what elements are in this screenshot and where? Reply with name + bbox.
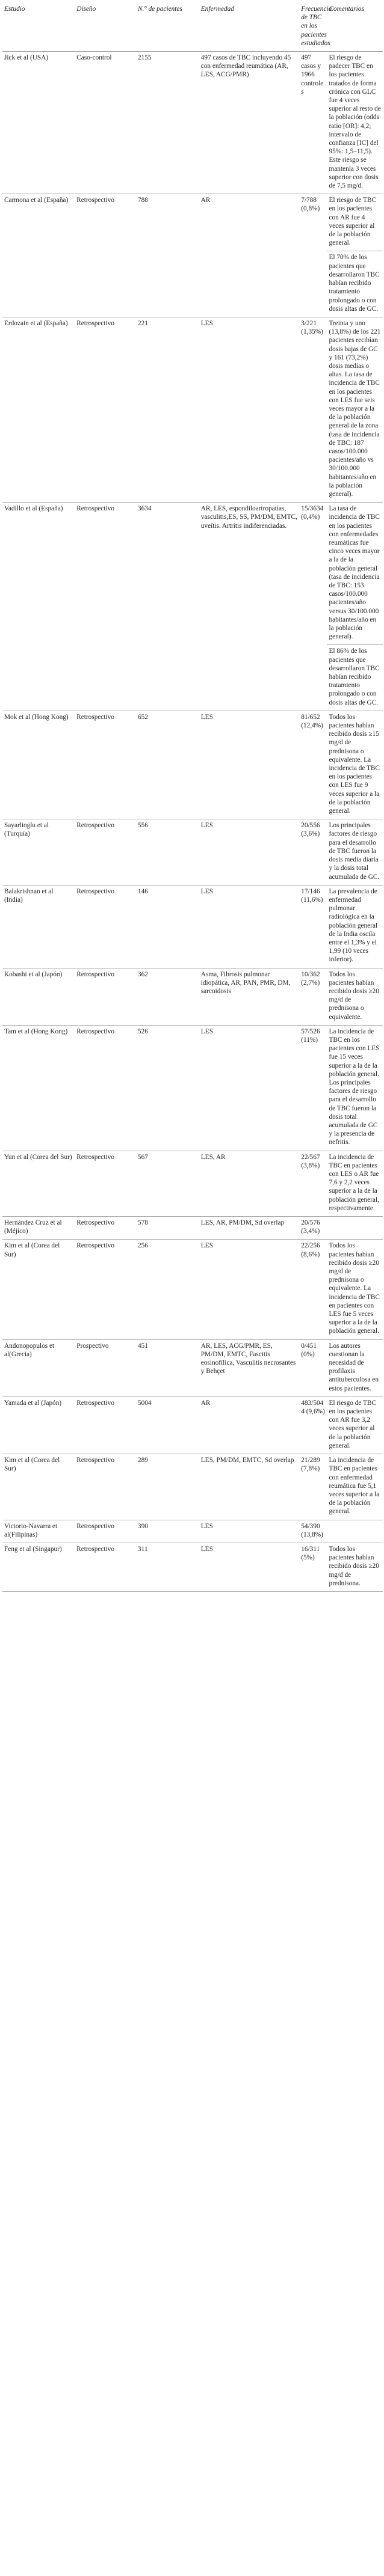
cell-enfermedad: LES bbox=[199, 317, 299, 502]
cell-frecuencia: 57/526 (11%) bbox=[299, 1025, 327, 1151]
cell-estudio: Carmona et al (España) bbox=[2, 194, 75, 317]
table-row bbox=[2, 885, 383, 968]
cell-comentarios: Todos los pacientes habían recibido dosis ≥20 mg/d de prednisona o equivalente. La incidencia de TBC en pacientes con LES fue 5 veces superior a la de la población general. bbox=[327, 1240, 383, 1339]
cell-n-pacientes: 390 bbox=[136, 1520, 199, 1543]
cell-enfermedad: LES, AR, PM/DM, Sd overlap bbox=[199, 1217, 299, 1240]
table-row bbox=[2, 52, 383, 194]
header-diseno: Diseño bbox=[75, 2, 136, 52]
cell-n-pacientes: 311 bbox=[136, 1543, 199, 1591]
cell-comentarios: La incidencia de TBC en los pacientes con LES fue 15 veces superior a la de la población general. Los principales factores de riesgo para el desarrollo de TBC fueron la dosis total acumulada de GC y la presencia de nefritis. bbox=[327, 1025, 383, 1151]
cell-frecuencia: 0/451 (0%) bbox=[299, 1339, 327, 1397]
cell-estudio: Vadillo et al (España) bbox=[2, 503, 75, 711]
cell-estudio: Hernández Cruz et al (Méjico) bbox=[2, 1217, 75, 1240]
cell-n-pacientes: 146 bbox=[136, 885, 199, 968]
cell-n-pacientes: 2155 bbox=[137, 54, 152, 62]
cell-enfermedad: AR, LES, ACG/PMR, ES, PM/DM, EMTC, Fascitis eosinofílica, Vasculitis necrosantes y Behçet bbox=[199, 1339, 299, 1397]
cell-enfermedad: 497 casos de TBC incluyendo 45 con enfermedad reumática (AR, LES, ACG/PMR) bbox=[200, 54, 291, 79]
cell-n-pacientes: 5004 bbox=[136, 1397, 199, 1454]
cell-frecuencia: 20/556 (3,6%) bbox=[299, 819, 327, 885]
cell-diseno: Retrospectivo bbox=[75, 1025, 136, 1151]
cell-comentarios: Treinta y uno (13,8%) de los 221 pacientes recibían dosis bajas de GC y 161 (73,2%) dosis medias o altas. La tasa de incidencia de TBC en los pacientes con LES fue seis veces mayor a la de la población general de la zona (tasa de incidencia de TBC: 187 casos/100.000 pacientes/año vs 30/100.000 habitantes/año en la población general). bbox=[327, 317, 383, 502]
cell-estudio: Victorio-Navarra et al(Filipinas) bbox=[2, 1520, 75, 1543]
cell-n-pacientes: 289 bbox=[136, 1454, 199, 1520]
cell-estudio: Kobashi et al (Japón) bbox=[2, 968, 75, 1025]
cell-enfermedad: LES bbox=[199, 711, 299, 819]
cell-n-pacientes: 256 bbox=[136, 1240, 199, 1339]
cell-diseno: Caso-control bbox=[76, 54, 112, 62]
cell-comentarios: La incidencia de TBC en pacientes con enfermedad reumática fue 5,1 veces superior a la de la población general. bbox=[327, 1454, 383, 1520]
cell-diseno: Retrospectivo bbox=[75, 1217, 136, 1240]
cell-estudio: Andonopopulos et al(Grecia) bbox=[2, 1339, 75, 1397]
cell-n-pacientes: 652 bbox=[136, 711, 199, 819]
cell-enfermedad: LES bbox=[199, 1520, 299, 1543]
cell-enfermedad: LES, AR bbox=[199, 1151, 299, 1216]
cell-diseno: Retrospectivo bbox=[75, 194, 136, 317]
cell-frecuencia: 483/5044 (9,6%) bbox=[299, 1397, 327, 1454]
cell-n-pacientes: 788 bbox=[136, 194, 199, 317]
cell-diseno: Retrospectivo bbox=[75, 1397, 136, 1454]
cell-diseno: Retrospectivo bbox=[75, 819, 136, 885]
header-estudio: Estudio bbox=[2, 2, 75, 52]
cell-frecuencia: 7/788 (0,8%) bbox=[299, 194, 327, 317]
table-row bbox=[2, 1454, 383, 1520]
cell-frecuencia: 15/3634 (0,4%) bbox=[299, 503, 327, 711]
cell-diseno: Retrospectivo bbox=[75, 885, 136, 968]
table-row bbox=[2, 503, 383, 645]
cell-enfermedad: LES bbox=[199, 1543, 299, 1591]
cell-frecuencia: 16/311 (5%) bbox=[299, 1543, 327, 1591]
cell-diseno: Retrospectivo bbox=[75, 1454, 136, 1520]
cell-diseno: Retrospectivo bbox=[75, 968, 136, 1025]
cell-enfermedad: LES bbox=[199, 1025, 299, 1151]
cell-enfermedad: AR bbox=[199, 1397, 299, 1454]
cell-estudio: Kim et al (Corea del Sur) bbox=[2, 1454, 75, 1520]
cell-estudio: Yamada et al (Japón) bbox=[2, 1397, 75, 1454]
cell-estudio: Jick et al (USA) bbox=[4, 54, 49, 62]
cell-estudio: Feng et al (Singapur) bbox=[2, 1543, 75, 1591]
cell-estudio: Tam et al (Hong Kong) bbox=[2, 1025, 75, 1151]
cell-estudio: Kim et al (Corea del Sur) bbox=[2, 1240, 75, 1339]
cell-frecuencia: 20/576 (3,4%) bbox=[299, 1217, 327, 1240]
cell-estudio: Yun et al (Corea del Sur) bbox=[2, 1151, 75, 1216]
cell-n-pacientes: 221 bbox=[136, 317, 199, 502]
cell-diseno: Retrospectivo bbox=[75, 503, 136, 711]
cell-comentarios: El 86% de los pacientes que desarrollaron TBC habían recibido tratamiento prolongado o con dosis altas de GC. bbox=[327, 645, 383, 711]
cell-comentarios: La incidencia de TBC en pacientes con LES o AR fue 7,6 y 2,2 veces superior a la de la población general, respectivamente. bbox=[327, 1151, 383, 1216]
cell-estudio: Mok et al (Hong Kong) bbox=[2, 711, 75, 819]
table-row bbox=[2, 194, 383, 251]
table-row bbox=[2, 968, 383, 1025]
cell-frecuencia: 81/652 (12,4%) bbox=[299, 711, 327, 819]
cell-comentarios: Los autores cuestionan la necesidad de profilaxis antituberculosa en estos pacientes. bbox=[327, 1339, 383, 1397]
table-row bbox=[2, 1240, 383, 1339]
cell-diseno: Retrospectivo bbox=[75, 1240, 136, 1339]
cell-diseno: Retrospectivo bbox=[75, 317, 136, 502]
cell-diseno: Retrospectivo bbox=[75, 1520, 136, 1543]
table-body bbox=[2, 52, 383, 1592]
cell-estudio: Balakrishnan et al (India) bbox=[2, 885, 75, 968]
cell-frecuencia: 22/256 (8,6%) bbox=[299, 1240, 327, 1339]
cell-enfermedad: LES bbox=[199, 819, 299, 885]
header-row bbox=[2, 2, 383, 52]
cell-n-pacientes: 526 bbox=[136, 1025, 199, 1151]
cell-n-pacientes: 567 bbox=[136, 1151, 199, 1216]
table-row bbox=[2, 819, 383, 885]
cell-n-pacientes: 3634 bbox=[136, 503, 199, 711]
cell-comentarios: El riesgo de TBC en los pacientes con AR fue 4 veces superior al de la población general. bbox=[327, 194, 383, 251]
cell-estudio: Sayarlioglu et al (Turquía) bbox=[2, 819, 75, 885]
table-row bbox=[2, 1543, 383, 1591]
cell-comentarios: Todos los pacientes habían recibido dosis ≥20 mg/d de prednisona. bbox=[327, 1543, 383, 1591]
table-row bbox=[2, 711, 383, 819]
header-n-pacientes: N.° de pacientes bbox=[136, 2, 199, 52]
cell-comentarios: La tasa de incidencia de TBC en los pacientes con enfermedades reumáticas fue cinco veces mayor a la de la población general (tasa de incidencia de TBC: 153 casos/100.000 pacientes/año versus 30/100.000 habitantes/año en la población general). bbox=[327, 503, 383, 645]
cell-enfermedad: LES bbox=[199, 885, 299, 968]
cell-diseno: Retrospectivo bbox=[75, 1151, 136, 1216]
table-row bbox=[2, 1339, 383, 1397]
header-frecuencia: Frecuencia de TBC en los pacientes estudiados bbox=[299, 2, 327, 52]
cell-comentarios: La prevalencia de enfermedad pulmonar radiológica en la población general de la India oscila entre el 1,3% y el 1,99 (10 veces inferior). bbox=[327, 885, 383, 968]
header-enfermedad: Enfermedad bbox=[199, 2, 299, 52]
table-row bbox=[2, 1151, 383, 1216]
cell-comentarios: Todos los pacientes habían recibido dosis ≥15 mg/d de prednisona o equivalente. La incidencia de TBC en los pacientes con LES fue 9 veces superior a la de la población general. bbox=[327, 711, 383, 819]
cell-frecuencia: 497 casos y 1966 controles bbox=[301, 54, 324, 96]
cell-comentarios: Todos los pacientes habían recibido dosis ≥20 mg/d de prednisona o equivalente. bbox=[327, 968, 383, 1025]
cell-diseno: Retrospectivo bbox=[75, 711, 136, 819]
cell-enfermedad: LES bbox=[199, 1240, 299, 1339]
cell-enfermedad: Asma, Fibrosis pulmonar idiopática, AR, PAN, PMR, DM, sarcoidosis bbox=[199, 968, 299, 1025]
table-row bbox=[2, 1520, 383, 1543]
cell-comentarios bbox=[327, 1520, 383, 1543]
header-comentarios: Comentarios bbox=[327, 2, 383, 52]
cell-enfermedad: AR, LES, espondiloartropatías, vasculitis,ES, SS, PM/DM, EMTC, uveítis. Artritis indiferenciadas. bbox=[199, 503, 299, 711]
table-row bbox=[2, 1217, 383, 1240]
cell-comentarios: El riesgo de padecer TBC en los pacientes tratados de forma crónica con GLC fue 4 veces superior al resto de la población (odds ratio [OR]: 4,2; intervalo de confianza [IC] del 95%: 1,5–11,5). Este riesgo se mantenía 3 veces superior con dosis de 7,5 mg/d. bbox=[329, 54, 381, 190]
cell-n-pacientes: 451 bbox=[136, 1339, 199, 1397]
cell-comentarios: Los principales factores de riesgo para el desarrollo de TBC fueron la dosis media diaria y la dosis total acumulada de GC. bbox=[327, 819, 383, 885]
table-row bbox=[2, 317, 383, 502]
cell-frecuencia: 54/390 (13,8%) bbox=[299, 1520, 327, 1543]
cell-frecuencia: 21/289 (7,8%) bbox=[299, 1454, 327, 1520]
cell-comentarios: El riesgo de TBC en los pacientes con AR fue 3,2 veces superior al de la población general. bbox=[327, 1397, 383, 1454]
cell-n-pacientes: 578 bbox=[136, 1217, 199, 1240]
cell-enfermedad: AR bbox=[199, 194, 299, 317]
cell-frecuencia: 10/362 (2,7%) bbox=[299, 968, 327, 1025]
cell-comentarios: El 70% de los pacientes que desarrollaron TBC habían recibido tratamiento prolongado o con dosis altas de GC. bbox=[327, 251, 383, 317]
cell-diseno: Prospectivo bbox=[75, 1339, 136, 1397]
cell-n-pacientes: 556 bbox=[136, 819, 199, 885]
cell-enfermedad: LES, PM/DM, EMTC, Sd overlap bbox=[199, 1454, 299, 1520]
cell-frecuencia: 22/567 (3,8%) bbox=[299, 1151, 327, 1216]
table-row bbox=[2, 1025, 383, 1151]
cell-estudio: Erdozain et al (España) bbox=[2, 317, 75, 502]
tuberculosis-studies-table bbox=[2, 2, 383, 1592]
table-row bbox=[2, 1397, 383, 1454]
cell-frecuencia: 3/221 (1,35%) bbox=[299, 317, 327, 502]
cell-frecuencia: 17/146 (11,6%) bbox=[299, 885, 327, 968]
cell-diseno: Retrospectivo bbox=[75, 1543, 136, 1591]
cell-comentarios bbox=[327, 1217, 383, 1240]
cell-n-pacientes: 362 bbox=[136, 968, 199, 1025]
